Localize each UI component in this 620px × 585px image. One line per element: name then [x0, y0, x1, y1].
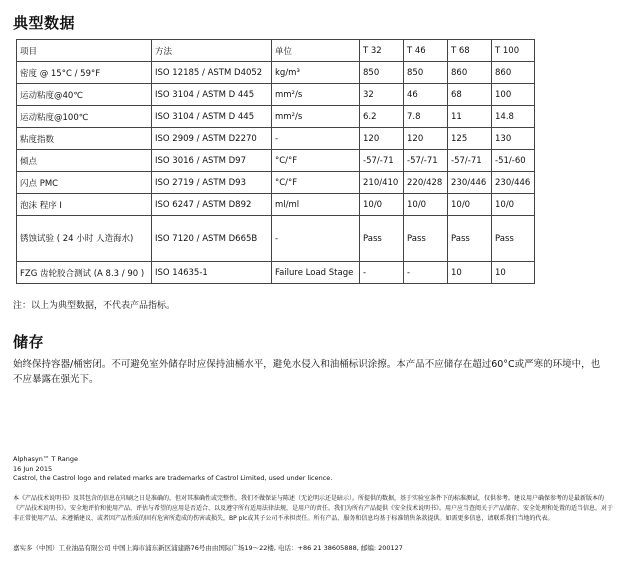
table-cell: 860 — [492, 62, 535, 84]
table-cell: Pass — [492, 216, 535, 262]
table-row — [17, 194, 535, 216]
footer-trademark: Castrol, the Castrol logo and related marks are trademarks of Castrol Limited, used under licence. — [13, 474, 333, 482]
table-cell: -57/-71 — [448, 150, 492, 172]
table-cell: ISO 14635-1 — [152, 262, 272, 284]
table-cell: 210/410 — [360, 172, 404, 194]
table-cell: ISO 6247 / ASTM D892 — [152, 194, 272, 216]
header-t32: T 32 — [360, 40, 404, 62]
storage-text: 始终保持容器/桶密闭。不可避免室外储存时应保持油桶水平，避免水侵入和油桶标识涂擦。本产品不应储存在超过60°C或严寒的环境中，也不应暴露在强光下。 — [13, 359, 601, 385]
table-cell: 220/428 — [404, 172, 448, 194]
header-method: 方法 — [152, 40, 272, 62]
table-cell: 850 — [404, 62, 448, 84]
table-cell: Pass — [360, 216, 404, 262]
typical-data-table — [16, 39, 535, 284]
table-cell: ml/ml — [272, 194, 360, 216]
table-cell: ISO 3104 / ASTM D 445 — [152, 84, 272, 106]
header-t100: T 100 — [492, 40, 535, 62]
table-cell: 密度 @ 15°C / 59°F — [17, 62, 152, 84]
table-cell: 10 — [492, 262, 535, 284]
footer-info — [13, 455, 332, 484]
table-cell: 100 — [492, 84, 535, 106]
table-cell: ISO 3016 / ASTM D97 — [152, 150, 272, 172]
table-row — [17, 216, 535, 262]
table-cell: 860 — [448, 62, 492, 84]
table-cell: 230/446 — [448, 172, 492, 194]
table-cell: 14.8 — [492, 106, 535, 128]
table-cell: 泡沫 程序 I — [17, 194, 152, 216]
table-header-row — [17, 40, 535, 62]
table-row — [17, 172, 535, 194]
table-cell: - — [360, 262, 404, 284]
header-t46: T 46 — [404, 40, 448, 62]
table-cell: kg/m³ — [272, 62, 360, 84]
table-cell: 120 — [360, 128, 404, 150]
table-row — [17, 262, 535, 284]
table-cell: 46 — [404, 84, 448, 106]
table-cell: 运动粘度@100℃ — [17, 106, 152, 128]
table-cell: 闪点 PMC — [17, 172, 152, 194]
table-cell: 68 — [448, 84, 492, 106]
section-title-typical-data: 典型数据 — [13, 14, 76, 32]
table-cell: 850 — [360, 62, 404, 84]
section-title-storage: 储存 — [13, 333, 45, 351]
table-cell: -57/-71 — [404, 150, 448, 172]
table-cell: ISO 7120 / ASTM D665B — [152, 216, 272, 262]
table-cell: 120 — [404, 128, 448, 150]
table-cell: 10/0 — [492, 194, 535, 216]
table-cell: 运动粘度@40℃ — [17, 84, 152, 106]
table-cell: ISO 3104 / ASTM D 445 — [152, 106, 272, 128]
table-cell: 10/0 — [404, 194, 448, 216]
table-cell: 130 — [492, 128, 535, 150]
header-unit: 单位 — [272, 40, 360, 62]
table-note: 注：以上为典型数据，不代表产品指标。 — [13, 301, 176, 311]
table-row — [17, 128, 535, 150]
footer-address: 嘉实多（中国）工业油品有限公司 中国上海市浦东新区浦建路76号由由国际广场19～22楼, 电话：+86 21 38605888, 邮编: 200127 — [13, 544, 403, 552]
table-cell: mm²/s — [272, 106, 360, 128]
table-cell: °C/°F — [272, 172, 360, 194]
table-cell: 10/0 — [448, 194, 492, 216]
table-cell: -57/-71 — [360, 150, 404, 172]
table-row — [17, 150, 535, 172]
table-cell: - — [272, 216, 360, 262]
table-cell: °C/°F — [272, 150, 360, 172]
table-cell: FZG 齿轮胶合测试 (A 8.3 / 90 ) — [17, 262, 152, 284]
footer-product-name: Alphasyn™ T Range — [13, 455, 79, 463]
table-row — [17, 106, 535, 128]
header-t68: T 68 — [448, 40, 492, 62]
table-cell: 10/0 — [360, 194, 404, 216]
table-cell: 粘度指数 — [17, 128, 152, 150]
table-cell: Pass — [404, 216, 448, 262]
table-row — [17, 84, 535, 106]
table-cell: 11 — [448, 106, 492, 128]
table-cell: ISO 2719 / ASTM D93 — [152, 172, 272, 194]
table-cell: mm²/s — [272, 84, 360, 106]
table-cell: 230/446 — [492, 172, 535, 194]
footer-disclaimer: 本《产品技术说明书》及其包含的信息在印刷之日是准确的，但对其准确性或完整性，我们不做保证与陈述（无论明示还是暗示）。所提供的数据，基于实验室条件下的标准测试，仅供参考。建议用户确保参考的是最新版本的《产品技术说明书》。安全地评价和使用产品、评估与希望的应用是否适合、以及遵守所有适用法律法规，是用户的责任。我们为所有产品提供《安全技术说明书》。用户应当查阅关于产品储存、安全处理和处置的适当信息。对于非正常使用产品、未遵循建议、或者因产品性质的固有危害所造成的伤害或损失，BP plc或其子公司不承担责任。所有产品、服务和信息均基于标准销售条款提供。如需更多信息，请联系我们当地的代表。 — [13, 495, 614, 522]
footer-date: 16 Jun 2015 — [13, 464, 53, 473]
table-cell: ISO 12185 / ASTM D4052 — [152, 62, 272, 84]
table-cell: Failure Load Stage — [272, 262, 360, 284]
table-cell: -51/-60 — [492, 150, 535, 172]
table-cell: 锈蚀试验 ( 24 小时 人造海水) — [17, 216, 152, 262]
table-cell: 10 — [448, 262, 492, 284]
table-cell: 32 — [360, 84, 404, 106]
table-cell: Pass — [448, 216, 492, 262]
table-row — [17, 62, 535, 84]
table-cell: - — [272, 128, 360, 150]
table-cell: 倾点 — [17, 150, 152, 172]
table-cell: - — [404, 262, 448, 284]
header-item: 项目 — [17, 40, 152, 62]
table-cell: 7.8 — [404, 106, 448, 128]
table-cell: ISO 2909 / ASTM D2270 — [152, 128, 272, 150]
table-cell: 125 — [448, 128, 492, 150]
table-cell: 6.2 — [360, 106, 404, 128]
